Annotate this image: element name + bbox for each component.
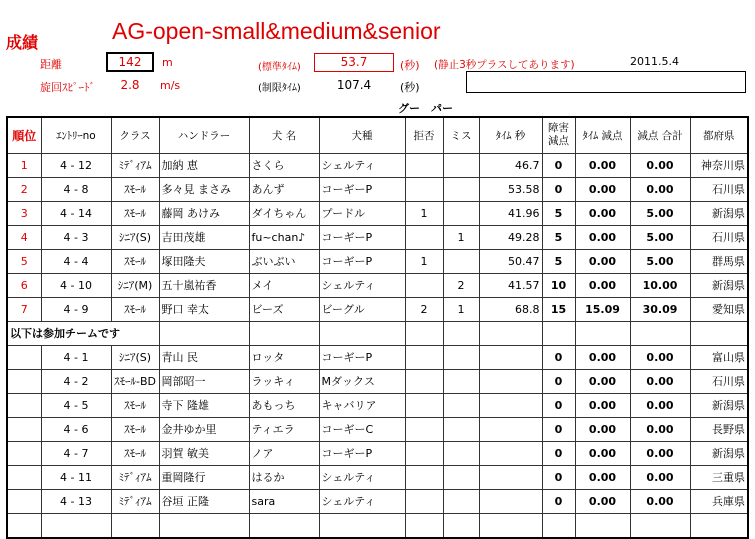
std-time-label: (標準ﾀｲﾑ) xyxy=(258,62,301,73)
handler-cell: 野口 幸太 xyxy=(159,297,249,321)
time-penalty-cell: 0.00 xyxy=(575,249,630,273)
breed-cell: コーギーP xyxy=(319,249,405,273)
refusal-cell: 1 xyxy=(405,249,443,273)
entry-cell: 4 - 9 xyxy=(41,297,111,321)
time-cell: 41.96 xyxy=(479,201,542,225)
prefecture-cell: 新潟県 xyxy=(690,201,748,225)
distance-label: 距離 xyxy=(40,58,62,71)
miss-cell: 1 xyxy=(443,297,479,321)
refusal-cell xyxy=(405,225,443,249)
col-prefecture: 都府県 xyxy=(690,117,748,153)
prefecture-cell: 愛知県 xyxy=(690,297,748,321)
col-handler: ハンドラー xyxy=(159,117,249,153)
time-penalty-cell: 0.00 xyxy=(575,441,630,465)
total-penalty-cell: 0.00 xyxy=(630,465,690,489)
time-cell: 68.8 xyxy=(479,297,542,321)
class-cell: ｽﾓｰﾙ xyxy=(111,297,159,321)
table-header-row xyxy=(7,117,748,153)
miss-cell xyxy=(443,249,479,273)
table-row xyxy=(7,369,748,393)
time-penalty-cell: 0.00 xyxy=(575,393,630,417)
miss-cell xyxy=(443,441,479,465)
miss-cell xyxy=(443,201,479,225)
miss-cell xyxy=(443,417,479,441)
dog-name-cell: ダイちゃん xyxy=(249,201,319,225)
rank-cell xyxy=(7,417,41,441)
class-cell: ｽﾓｰﾙ xyxy=(111,393,159,417)
entry-cell: 4 - 13 xyxy=(41,489,111,513)
col-miss: ミス xyxy=(443,117,479,153)
rank-cell xyxy=(7,465,41,489)
speed-unit: m/s xyxy=(160,79,181,92)
prefecture-cell: 富山県 xyxy=(690,345,748,369)
distance-unit: m xyxy=(162,56,173,69)
time-cell: 50.47 xyxy=(479,249,542,273)
time-cell xyxy=(479,417,542,441)
refusal-cell xyxy=(405,369,443,393)
class-cell: ｽﾓｰﾙ xyxy=(111,417,159,441)
miss-cell xyxy=(443,177,479,201)
breed-cell: キャバリア xyxy=(319,393,405,417)
time-penalty-cell: 0.00 xyxy=(575,417,630,441)
table-row xyxy=(7,393,748,417)
breed-cell: シェルティ xyxy=(319,465,405,489)
miss-cell: 1 xyxy=(443,225,479,249)
prefecture-cell: 石川県 xyxy=(690,225,748,249)
dog-name-cell: ティエラ xyxy=(249,417,319,441)
total-penalty-cell: 0.00 xyxy=(630,153,690,177)
time-cell xyxy=(479,489,542,513)
miss-cell xyxy=(443,369,479,393)
handler-cell: 五十嵐祐香 xyxy=(159,273,249,297)
time-cell xyxy=(479,441,542,465)
miss-cell xyxy=(443,465,479,489)
time-penalty-cell: 0.00 xyxy=(575,273,630,297)
time-penalty-cell: 0.00 xyxy=(575,177,630,201)
total-penalty-cell: 5.00 xyxy=(630,225,690,249)
time-cell xyxy=(479,369,542,393)
dog-name-cell: ビーズ xyxy=(249,297,319,321)
results-table xyxy=(6,116,749,539)
participants-note-row xyxy=(7,321,748,345)
miss-cell xyxy=(443,393,479,417)
page-title: AG-open-small&medium&senior xyxy=(112,18,441,44)
rank-cell xyxy=(7,345,41,369)
dog-name-cell: ロッタ xyxy=(249,345,319,369)
class-cell: ﾐﾃﾞｨｱﾑ xyxy=(111,489,159,513)
refusal-cell xyxy=(405,345,443,369)
dog-name-cell: さくら xyxy=(249,153,319,177)
refusal-cell xyxy=(405,441,443,465)
time-cell xyxy=(479,393,542,417)
table-row xyxy=(7,177,748,201)
breed-cell: コーギーP xyxy=(319,345,405,369)
rank-cell: 3 xyxy=(7,201,41,225)
prefecture-cell: 群馬県 xyxy=(690,249,748,273)
rank-cell: 2 xyxy=(7,177,41,201)
refusal-cell xyxy=(405,489,443,513)
total-penalty-cell: 0.00 xyxy=(630,417,690,441)
time-cell: 53.58 xyxy=(479,177,542,201)
table-row xyxy=(7,249,748,273)
course-penalty-cell: 0 xyxy=(542,489,575,513)
prefecture-cell: 新潟県 xyxy=(690,441,748,465)
std-time-note: (静止3秒プラスしてあります) xyxy=(434,59,575,71)
total-penalty-cell: 10.00 xyxy=(630,273,690,297)
prefecture-cell: 神奈川県 xyxy=(690,153,748,177)
breed-cell: ビーグル xyxy=(319,297,405,321)
entry-cell: 4 - 3 xyxy=(41,225,111,249)
entry-cell: 4 - 14 xyxy=(41,201,111,225)
breed-cell: コーギーP xyxy=(319,225,405,249)
refusal-cell xyxy=(405,465,443,489)
table-row xyxy=(7,153,748,177)
course-penalty-cell: 5 xyxy=(542,225,575,249)
rank-cell xyxy=(7,441,41,465)
handler-cell: 金井ゆか里 xyxy=(159,417,249,441)
entry-cell: 4 - 7 xyxy=(41,441,111,465)
total-penalty-cell: 0.00 xyxy=(630,393,690,417)
handler-cell: 岡部昭一 xyxy=(159,369,249,393)
std-time-value: 53.7 xyxy=(314,53,394,72)
rank-cell: 6 xyxy=(7,273,41,297)
refusal-cell: 1 xyxy=(405,201,443,225)
table-row xyxy=(7,441,748,465)
handler-cell: 加納 恵 xyxy=(159,153,249,177)
rank-cell: 1 xyxy=(7,153,41,177)
total-penalty-cell: 0.00 xyxy=(630,345,690,369)
handler-cell: 青山 民 xyxy=(159,345,249,369)
dog-name-cell: あんず xyxy=(249,177,319,201)
breed-cell: コーギーP xyxy=(319,177,405,201)
miss-cell xyxy=(443,153,479,177)
class-cell: ｽﾓｰﾙ xyxy=(111,441,159,465)
course-penalty-cell: 0 xyxy=(542,177,575,201)
empty-row xyxy=(7,513,748,538)
refusal-cell xyxy=(405,177,443,201)
total-penalty-cell: 30.09 xyxy=(630,297,690,321)
course-penalty-cell: 0 xyxy=(542,393,575,417)
time-cell xyxy=(479,345,542,369)
col-rank: 順位 xyxy=(7,117,41,153)
course-penalty-cell: 0 xyxy=(542,417,575,441)
class-cell: ｼﾆｱ(M) xyxy=(111,273,159,297)
handler-cell: 谷垣 正隆 xyxy=(159,489,249,513)
entry-cell: 4 - 12 xyxy=(41,153,111,177)
table-row xyxy=(7,345,748,369)
time-penalty-cell: 0.00 xyxy=(575,201,630,225)
rank-cell: 5 xyxy=(7,249,41,273)
refusal-cell xyxy=(405,153,443,177)
dog-name-cell: ラッキィ xyxy=(249,369,319,393)
handler-cell: 寺下 隆雄 xyxy=(159,393,249,417)
empty-notice-box xyxy=(466,71,746,93)
prefecture-cell: 新潟県 xyxy=(690,393,748,417)
time-penalty-cell: 0.00 xyxy=(575,369,630,393)
course-penalty-cell: 0 xyxy=(542,345,575,369)
handler-cell: 羽賀 敏美 xyxy=(159,441,249,465)
limit-time-value: 107.4 xyxy=(336,78,372,92)
rank-cell xyxy=(7,393,41,417)
table-row xyxy=(7,465,748,489)
entry-cell: 4 - 1 xyxy=(41,345,111,369)
prefecture-cell: 新潟県 xyxy=(690,273,748,297)
breed-cell: プードル xyxy=(319,201,405,225)
refusal-cell xyxy=(405,393,443,417)
participants-note: 以下は参加チームです xyxy=(7,321,159,345)
breed-cell: シェルティ xyxy=(319,273,405,297)
refusal-cell: 2 xyxy=(405,297,443,321)
total-penalty-cell: 5.00 xyxy=(630,201,690,225)
col-dog: 犬 名 xyxy=(249,117,319,153)
dog-name-cell: ノア xyxy=(249,441,319,465)
dog-name-cell: ぶいぶい xyxy=(249,249,319,273)
course-penalty-cell: 15 xyxy=(542,297,575,321)
date: 2011.5.4 xyxy=(630,55,679,68)
course-penalty-cell: 0 xyxy=(542,465,575,489)
prefecture-cell: 石川県 xyxy=(690,177,748,201)
handler-cell: 藤岡 あけみ xyxy=(159,201,249,225)
class-cell: ｽﾓｰﾙ xyxy=(111,177,159,201)
handler-cell: 重岡隆行 xyxy=(159,465,249,489)
page-title-ja: 成績 xyxy=(6,33,39,52)
refusal-cell xyxy=(405,417,443,441)
class-cell: ｼﾆｱ(S) xyxy=(111,225,159,249)
total-penalty-cell: 0.00 xyxy=(630,369,690,393)
table-row xyxy=(7,225,748,249)
prefecture-cell: 三重県 xyxy=(690,465,748,489)
col-refusal: 拒否 xyxy=(405,117,443,153)
miss-cell xyxy=(443,489,479,513)
breed-cell: シェルティ xyxy=(319,489,405,513)
table-row xyxy=(7,297,748,321)
prefecture-cell: 石川県 xyxy=(690,369,748,393)
time-cell: 49.28 xyxy=(479,225,542,249)
entry-cell: 4 - 10 xyxy=(41,273,111,297)
col-entry: ｴﾝﾄﾘｰno xyxy=(41,117,111,153)
dog-name-cell: はるか xyxy=(249,465,319,489)
course-penalty-cell: 5 xyxy=(542,249,575,273)
time-penalty-cell: 0.00 xyxy=(575,153,630,177)
course-penalty-cell: 0 xyxy=(542,441,575,465)
entry-cell: 4 - 8 xyxy=(41,177,111,201)
breed-cell: シェルティ xyxy=(319,153,405,177)
time-cell xyxy=(479,465,542,489)
prefecture-cell: 兵庫県 xyxy=(690,489,748,513)
time-penalty-cell: 0.00 xyxy=(575,489,630,513)
time-cell: 41.57 xyxy=(479,273,542,297)
time-penalty-cell: 0.00 xyxy=(575,345,630,369)
table-row xyxy=(7,417,748,441)
col-course-penalty: 障害 減点 xyxy=(542,117,575,153)
total-penalty-cell: 0.00 xyxy=(630,441,690,465)
rank-cell xyxy=(7,489,41,513)
dog-name-cell: sara xyxy=(249,489,319,513)
std-time-unit: (秒) xyxy=(400,59,420,72)
distance-value: 142 xyxy=(106,52,154,72)
time-penalty-cell: 0.00 xyxy=(575,225,630,249)
entry-cell: 4 - 11 xyxy=(41,465,111,489)
speed-value: 2.8 xyxy=(120,78,140,92)
time-cell: 46.7 xyxy=(479,153,542,177)
course-penalty-cell: 5 xyxy=(542,201,575,225)
dog-name-cell: メイ xyxy=(249,273,319,297)
dog-name-cell: fu~chan♪ xyxy=(249,225,319,249)
class-cell: ｽﾓｰﾙ xyxy=(111,249,159,273)
table-row xyxy=(7,273,748,297)
class-cell: ﾐﾃﾞｨｱﾑ xyxy=(111,153,159,177)
entry-cell: 4 - 6 xyxy=(41,417,111,441)
prefecture-cell: 長野県 xyxy=(690,417,748,441)
breed-cell: コーギーC xyxy=(319,417,405,441)
course-penalty-cell: 10 xyxy=(542,273,575,297)
entry-cell: 4 - 4 xyxy=(41,249,111,273)
rank-cell xyxy=(7,369,41,393)
col-breed: 犬種 xyxy=(319,117,405,153)
group-label: グー パー xyxy=(398,102,453,115)
course-penalty-cell: 0 xyxy=(542,369,575,393)
class-cell: ｽﾓｰﾙ xyxy=(111,201,159,225)
time-penalty-cell: 0.00 xyxy=(575,465,630,489)
class-cell: ｽﾓｰﾙ-BD xyxy=(111,369,159,393)
total-penalty-cell: 0.00 xyxy=(630,177,690,201)
col-class: クラス xyxy=(111,117,159,153)
col-total: 減点 合計 xyxy=(630,117,690,153)
breed-cell: Mダックス xyxy=(319,369,405,393)
rank-cell: 4 xyxy=(7,225,41,249)
entry-cell: 4 - 5 xyxy=(41,393,111,417)
total-penalty-cell: 5.00 xyxy=(630,249,690,273)
class-cell: ｼﾆｱ(S) xyxy=(111,345,159,369)
handler-cell: 塚田隆夫 xyxy=(159,249,249,273)
handler-cell: 多々見 まさみ xyxy=(159,177,249,201)
rank-cell: 7 xyxy=(7,297,41,321)
class-cell: ﾐﾃﾞｨｱﾑ xyxy=(111,465,159,489)
miss-cell xyxy=(443,345,479,369)
speed-label: 旋回ｽﾋﾟｰﾄﾞ xyxy=(40,81,95,94)
breed-cell: コーギーP xyxy=(319,441,405,465)
miss-cell: 2 xyxy=(443,273,479,297)
total-penalty-cell: 0.00 xyxy=(630,489,690,513)
limit-time-unit: (秒) xyxy=(400,81,420,94)
dog-name-cell: あもっち xyxy=(249,393,319,417)
refusal-cell xyxy=(405,273,443,297)
time-penalty-cell: 15.09 xyxy=(575,297,630,321)
handler-cell: 吉田茂雄 xyxy=(159,225,249,249)
col-time-penalty: ﾀｲﾑ 減点 xyxy=(575,117,630,153)
table-row xyxy=(7,201,748,225)
col-time: ﾀｲﾑ 秒 xyxy=(479,117,542,153)
limit-time-label: (制限ﾀｲﾑ) xyxy=(258,83,301,94)
entry-cell: 4 - 2 xyxy=(41,369,111,393)
course-penalty-cell: 0 xyxy=(542,153,575,177)
table-row xyxy=(7,489,748,513)
